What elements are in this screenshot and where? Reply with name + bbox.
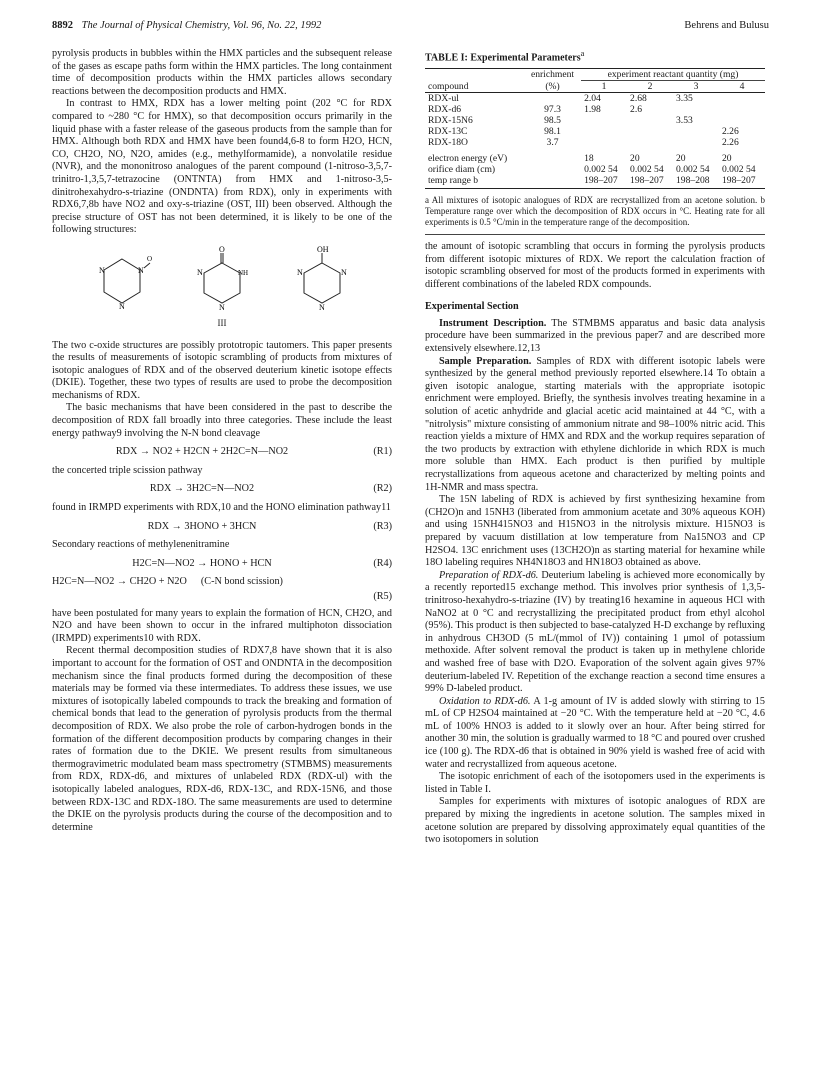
table-cell: 20 bbox=[676, 152, 686, 164]
equation-r3: RDX → 3HONO + 3HCN (R3) bbox=[147, 520, 392, 532]
table-cell bbox=[627, 137, 673, 148]
table-cell bbox=[673, 137, 719, 148]
table-cell bbox=[627, 126, 673, 137]
svg-text:N: N bbox=[138, 265, 144, 275]
table-cell: 20 bbox=[630, 152, 640, 164]
table-cell bbox=[581, 137, 627, 148]
structure-hydroxy-icon bbox=[290, 245, 354, 313]
equation-r2: RDX → 3H2C=N—NO2 (R2) bbox=[149, 483, 392, 495]
structure-keto-icon bbox=[190, 245, 254, 313]
equation-r5-number: (R5) bbox=[373, 591, 392, 602]
paragraph: Preparation of RDX-d6. Deuterium labeling is achieved more economically by a recently reported15 exchange method. This involves prior synthesis of 1,3,5-trinitroso-hexahydro-s-triazine (IV) by treating16 hexamine in aqueous HCl with NaNO2 at 0 °C and recrystallizing the precipitated product from ethyl alcohol (95%). This product is then subjected to base-catalyzed H-D exchange by refluxing in anhydrous CH3OD (5 mL/(mmol of IV)) containing 1 μmol of potassium methoxide. After solvent removal the product is taken up in methylene chloride and washed free of base with D2O. Evaporation of the solvent again gives 97% deuterium-labeled IV. Repetition of the exchange reaction a second time ensures a 99% D-labeled product. bbox=[425, 569, 765, 695]
table-cell: 2.26 bbox=[721, 125, 739, 137]
paragraph: The two c-oxide structures are possibly prototropic tautomers. This paper presents the results of measurements of isotopic scrambling of products from mixtures of isotopic analogues of RDX and of the observed deuterium kinetic isotope effects (DKIE). Together, these two types of results are used to probe the decomposition mechanisms of RDX. bbox=[52, 339, 392, 401]
svg-text:N: N bbox=[297, 267, 303, 277]
svg-text:N: N bbox=[197, 267, 203, 277]
table-cell: orifice diam (cm) bbox=[428, 163, 496, 175]
table-row bbox=[425, 92, 765, 104]
table-header: 4 bbox=[739, 80, 745, 92]
table-cell: RDX-18O bbox=[428, 136, 468, 148]
table-cell bbox=[719, 92, 765, 104]
table-cell: RDX-ul bbox=[428, 92, 459, 104]
paragraph: the amount of isotopic scrambling that occurs in forming the pyrolysis products from different isotopic mixtures of RDX. We report the calculation fraction of isotopic scrambling observed for most of the products formed in experiments with different combinations of the labeled RDX compounds. bbox=[425, 240, 765, 290]
table-cell bbox=[524, 153, 581, 164]
table-cell: 2.68 bbox=[630, 92, 647, 104]
table-header: compound bbox=[428, 80, 469, 92]
table-cell bbox=[524, 164, 581, 175]
table-header: (%) bbox=[545, 80, 560, 92]
table-cell: 3.35 bbox=[676, 92, 693, 104]
table-cell: 198–207 bbox=[721, 174, 756, 186]
experimental-parameters-table bbox=[425, 68, 765, 189]
table-cell bbox=[673, 104, 719, 115]
svg-text:N: N bbox=[99, 265, 105, 275]
running-authors: Behrens and Bulusu bbox=[684, 20, 769, 31]
table-cell bbox=[524, 175, 581, 186]
table-cell: 1.98 bbox=[584, 103, 601, 115]
table-cell: 98.5 bbox=[544, 114, 561, 126]
table-row bbox=[425, 115, 765, 126]
paragraph: Secondary reactions of methylenenitramine bbox=[52, 539, 230, 551]
table-cell: 198–208 bbox=[676, 174, 710, 186]
svg-text:N: N bbox=[219, 302, 225, 312]
equation-r4: H2C=N—NO2 → HONO + HCN (R4) bbox=[132, 557, 392, 569]
paragraph: In contrast to HMX, RDX has a lower melting point (202 °C for RDX compared to ~280 °C for HMX), so that decomposition occurs primarily in the liquid phase with a faster release of the gaseous products from the sample than for HMX. Although both RDX and HMX have been found4,6-8 to form H2O, HCN, CO, CH2O, NO, N2O, amides (e.g., methylformamide), a nonvolatile residue (NVR), and the mononitroso analogues of the parent compound (1-nitroso-3,5,7-trinitro-1,3,5,7-tetrazocine (ONTNTA) from HMX and 1-nitroso-3,5-dinitrohexahydro-s-triazine (ONDNTA) from RDX), only in experiments with RDX6,7,8b have NO2 and oxy-s-triazine (OST, III) been observed. Although the precise structure of OST has not been determined, it is likely to be one of the following structures: bbox=[52, 98, 392, 236]
table-row bbox=[425, 164, 765, 175]
svg-text:NH: NH bbox=[238, 268, 249, 277]
left-column bbox=[52, 48, 392, 834]
paragraph: Oxidation to RDX-d6. A 1-g amount of IV is added slowly with stirring to 15 mL of CP H2SO4 maintained at −20 °C. With the temperature held at −20 °C, 4.6 mL of 100% HNO3 is added to it slowly over an hour. After being stirred for another 30 min, the solution is gradually warmed to 18 °C and poured over crushed ice (100 g). The RDX-d6 that is obtained in 90% yield is washed free of acid with water and recrystallized from aqueous acetone. bbox=[425, 695, 765, 770]
table-cell: 0.002 54 bbox=[676, 163, 710, 175]
equation-r5: H2C=N—NO2 → CH2O + N2O (C-N bond scission) bbox=[52, 576, 283, 588]
svg-text:O: O bbox=[147, 254, 153, 263]
table-cell: 20 bbox=[721, 152, 732, 164]
table-row bbox=[425, 175, 765, 186]
table-cell bbox=[627, 115, 673, 126]
table-row bbox=[425, 153, 765, 164]
paragraph: The basic mechanisms that have been considered in the past to describe the decomposition of RDX fall broadly into three categories. These include the least energy pathway9 involving the N-N bond cleavage bbox=[52, 402, 392, 439]
table-cell: temp range b bbox=[428, 174, 479, 186]
table-footnote: a All mixtures of isotopic analogues of RDX are recrystallized from an acetone solution. b Temperature range over which the decomposition of RDX occurs in °C. Heating rate for all experiments is 0.5 °C/min in the temperature range of the decomposition. bbox=[425, 194, 765, 227]
section-heading: Experimental Section bbox=[425, 301, 519, 313]
svg-text:N: N bbox=[119, 301, 125, 311]
svg-text:N: N bbox=[341, 267, 347, 277]
table-cell: 0.002 54 bbox=[721, 163, 756, 175]
table-header: 3 bbox=[693, 80, 699, 92]
table-cell: RDX-13C bbox=[428, 125, 468, 137]
table-cell: 18 bbox=[584, 152, 594, 164]
paragraph: Recent thermal decomposition studies of RDX7,8 have shown that it is also important to account for the formation of OST and ONDNTA in the decomposition mechanism since the final products formed during the decomposition of these materials may be formed via these intermediates. To address these issues, we use mixtures of isotopically labeled compounds to track the breaking and formation of chemical bonds that lead to the generation of pyrolysis products from the thermal decomposition of RDX. We also probe the role of carbon-hydrogen bonds in the formation of the different decomposition products by comparing changes in their rates of formation due to the DKIE. We present results from simultaneous thermogravimetric modulated beam mass spectrometry (STMBMS) measurements from RDX, RDX-d6, and mixtures of unlabeled RDX (RDX-ul) with the isotopically labeled analogues, RDX-d6, RDX-13C, and RDX-15N6, and those between RDX-13C and RDX-18O. The same measurements are used to determine the DKIE on the pyrolysis products during the course of the decomposition and to determine bbox=[52, 645, 392, 833]
table-cell: 0.002 54 bbox=[584, 163, 618, 175]
table-cell: 198–207 bbox=[584, 174, 618, 186]
paragraph: The isotopic enrichment of each of the isotopomers used in the experiments is listed in Table I. bbox=[425, 771, 765, 795]
table-cell bbox=[719, 104, 765, 115]
svg-text:N: N bbox=[319, 302, 325, 312]
table-row bbox=[425, 126, 765, 137]
structure-n-oxide-icon bbox=[90, 245, 154, 313]
svg-text:O: O bbox=[219, 244, 225, 254]
oxy-triazine-structures bbox=[52, 245, 392, 313]
structure-label: III bbox=[217, 317, 227, 328]
table-row bbox=[425, 137, 765, 148]
paragraph: pyrolysis products in bubbles within the HMX particles and the subsequent release of the gases as escape paths form within the HMX particles. The long containment time of decomposition products within the HMX particles allows secondary reactions between the decomposition products and HMX. bbox=[52, 48, 392, 97]
svg-text:OH: OH bbox=[317, 244, 329, 254]
table-cell: 2.6 bbox=[630, 103, 643, 115]
equation-r1: RDX → NO2 + H2CN + 2H2C=N—NO2 (R1) bbox=[115, 446, 392, 458]
right-column bbox=[425, 48, 765, 847]
paragraph: found in IRMPD experiments with RDX,10 and the HONO elimination pathway11 bbox=[52, 502, 391, 514]
paragraph: Instrument Description. The STMBMS apparatus and basic data analysis procedure have been summarized in the previous paper7 and are described more extensively elsewhere.12,13 bbox=[425, 317, 765, 355]
table-cell: 3.53 bbox=[676, 114, 693, 126]
table-title: TABLE I: Experimental Parameters$^a$ bbox=[425, 49, 585, 64]
paragraph: Samples for experiments with mixtures of isotopic analogues of RDX are prepared by mixing the ingredients in acetone solution. The samples mixed in acetone solution are prepared by dissolving approximately equal quantities of the two isotopomers in solution bbox=[425, 796, 765, 846]
table-cell bbox=[673, 126, 719, 137]
table-cell: RDX-d6 bbox=[428, 103, 462, 115]
paragraph: The 15N labeling of RDX is achieved by first synthesizing hexamine from (CH2O)n and 15NH3 (liberated from ammonium acetate and 30% aqueous KOH) and using 15NH415NO3 and H15NO3 in the nitrolysis mixture. H15NO3 is prepared by vacuum distillation at low temperature from Na15NO3 and CP H2SO4. 13C enrichment uses (13CH2O)n as starting material for hexamine while 18O labeling requires NH4N18O3 and HN18O3 obtained as above. bbox=[425, 494, 765, 569]
journal-citation: The Journal of Physical Chemistry, Vol. 96, No. 22, 1992 bbox=[81, 20, 322, 31]
table-cell: 0.002 54 bbox=[630, 163, 664, 175]
table-cell bbox=[524, 92, 581, 104]
table-header: experiment reactant quantity (mg) bbox=[581, 68, 765, 80]
table-cell: electron energy (eV) bbox=[428, 152, 508, 164]
table-cell: 2.26 bbox=[721, 136, 739, 148]
table-header: 2 bbox=[647, 80, 653, 92]
table-row bbox=[425, 104, 765, 115]
table-cell bbox=[719, 115, 765, 126]
table-header: 1 bbox=[601, 80, 607, 92]
paragraph: Sample Preparation. Samples of RDX with different isotopic labels were synthesized by the general method previously reported elsewhere.14 To obtain a given isotopic analogue, starting materials with the appropriate isotopic enrichment were employed. Briefly, the synthesis involves treating hexamine in a solution of acetic anhydride and glacial acetic acid maintained at 44 °C, with a "nitrolysis" mixture consisting of ammonium nitrate and 98–100% nitric acid. This reaction yields a mixture of HMX and RDX and the workup requires separation of the two products by extraction with ethylene dichloride in which RDX is much more soluble than HMX. Each product is then purified by multiple recrystallizations from aqueous acetone and characterized by melting points and 1H-NMR and mass spectra. bbox=[425, 355, 765, 493]
table-cell: 97.3 bbox=[544, 103, 561, 115]
paragraph: have been postulated for many years to explain the formation of HCN, CH2O, and N2O and have been shown to occur in the infrared multiphoton dissociation (IRMPD) experiments10 with RDX. bbox=[52, 607, 392, 644]
table-cell bbox=[581, 126, 627, 137]
page-header bbox=[52, 20, 769, 36]
table-header: enrichment bbox=[530, 69, 575, 81]
table-cell bbox=[581, 115, 627, 126]
page-number: 8892 bbox=[52, 20, 73, 31]
paragraph: the concerted triple scission pathway bbox=[52, 464, 203, 476]
table-cell: 198–207 bbox=[630, 174, 664, 186]
table-cell: 2.04 bbox=[584, 92, 601, 104]
table-cell: 98.1 bbox=[544, 125, 561, 137]
table-cell: 3.7 bbox=[546, 136, 559, 148]
table-cell: RDX-15N6 bbox=[428, 114, 473, 126]
